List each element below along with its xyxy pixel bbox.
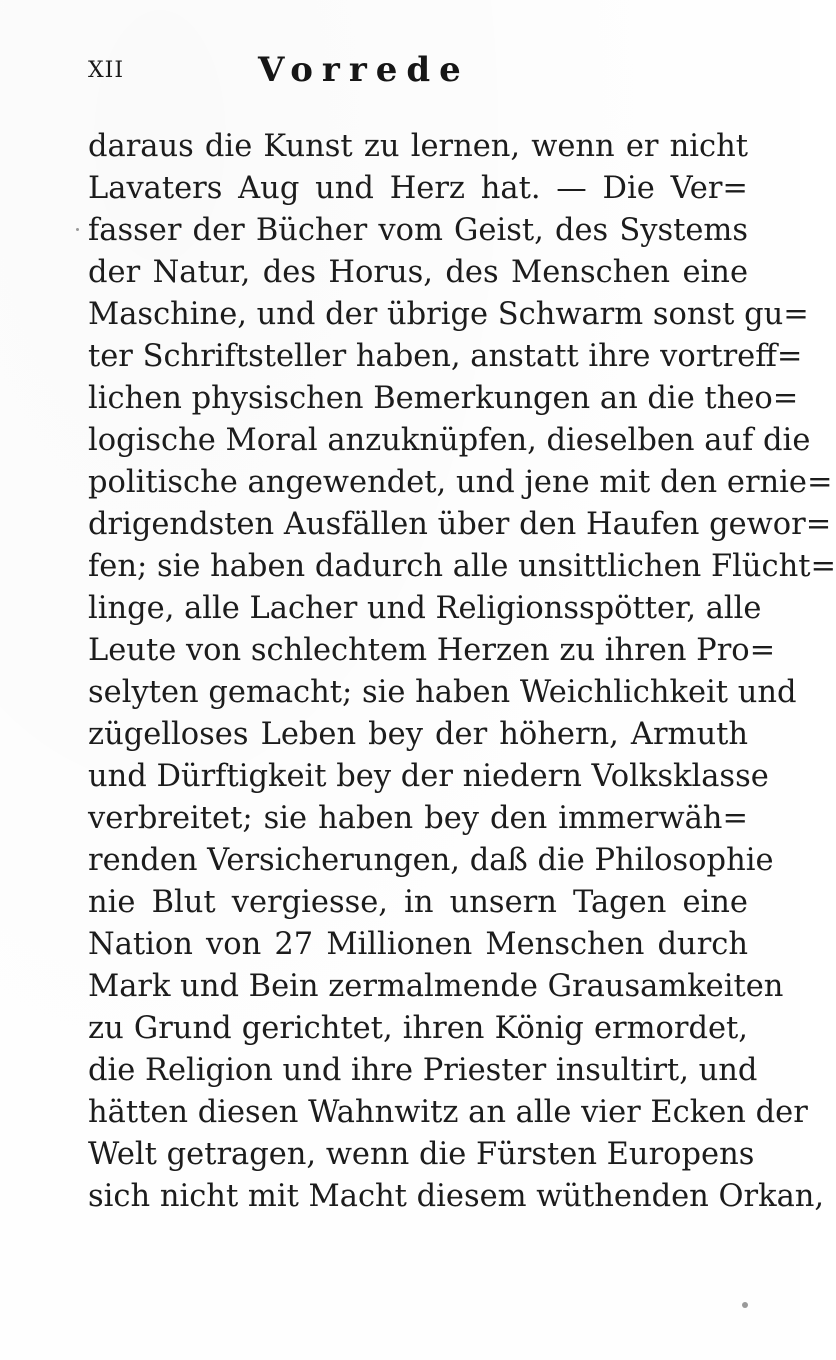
text-line: Mark und Bein zermalmende Grausamkeiten — [88, 969, 784, 1004]
page-header — [88, 48, 708, 96]
text-line: Nation von 27 Millionen Menschen durch — [88, 927, 748, 962]
text-line: Welt getragen, wenn die Fürsten Europens — [88, 1137, 755, 1172]
text-line: logische Moral anzuknüpfen, dieselben auf die — [88, 423, 811, 458]
text-line: renden Versicherungen, daß die Philosophie — [88, 843, 774, 878]
text-line: Leute von schlechtem Herzen zu ihren Pro= — [88, 633, 776, 668]
ink-speck — [76, 228, 79, 231]
text-line: lichen physischen Bemerkungen an die theo= — [88, 381, 799, 416]
page-number: XII — [88, 58, 125, 83]
text-line: und Dürftigkeit bey der niedern Volksklasse — [88, 759, 769, 794]
text-line: hätten diesen Wahnwitz an alle vier Ecken der — [88, 1095, 808, 1130]
text-line: drigendsten Ausfällen über den Haufen gewor= — [88, 507, 832, 542]
body-text — [88, 126, 836, 1218]
text-line: fasser der Bücher vom Geist, des Systems — [88, 213, 748, 248]
text-line: sich nicht mit Macht diesem wüthenden Orkan, — [88, 1179, 825, 1214]
text-line: linge, alle Lacher und Religionsspötter, alle — [88, 591, 762, 626]
running-head: Vorrede — [258, 50, 470, 90]
text-line: daraus die Kunst zu lernen, wenn er nicht — [88, 129, 748, 164]
text-line: zügelloses Leben bey der höhern, Armuth — [88, 717, 748, 752]
text-line: zu Grund gerichtet, ihren König ermordet, — [88, 1011, 748, 1046]
text-line: verbreitet; sie haben bey den immerwäh= — [88, 801, 748, 836]
text-line: Lavaters Aug und Herz hat. — Die Ver= — [88, 171, 748, 206]
text-line: der Natur, des Horus, des Menschen eine — [88, 255, 748, 290]
text-line: Maschine, und der übrige Schwarm sonst gu= — [88, 297, 809, 332]
text-line: ter Schriftsteller haben, anstatt ihre vortreff= — [88, 339, 803, 374]
text-line: die Religion und ihre Priester insultirt, und — [88, 1053, 758, 1088]
ink-speck — [742, 1302, 748, 1308]
text-line: politische angewendet, und jene mit den ernie= — [88, 465, 833, 500]
text-line: selyten gemacht; sie haben Weichlichkeit und — [88, 675, 797, 710]
text-line: fen; sie haben dadurch alle unsittlichen Flücht= — [88, 549, 836, 584]
text-line: nie Blut vergiesse, in unsern Tagen eine — [88, 885, 748, 920]
